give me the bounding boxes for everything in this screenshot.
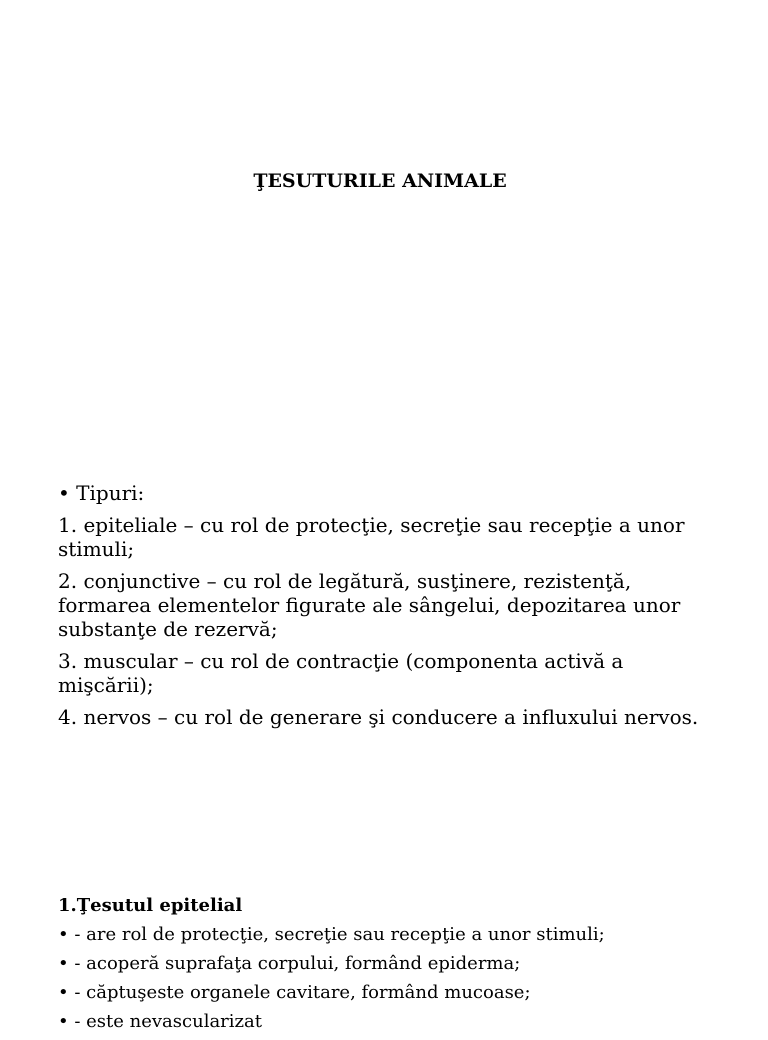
list-item: • - căptuşeste organele cavitare, formând mucoase; [58, 982, 531, 1003]
page-title: ŢESUTURILE ANIMALE [253, 170, 507, 192]
type-item-muscular: 3. muscular – cu rol de contracţie (componenta activă a mişcării); [58, 649, 624, 697]
list-item: • - are rol de protecţie, secreţie sau recepţie a unor stimuli; [58, 924, 605, 945]
section-epithelial-tissue [58, 895, 738, 1040]
list-item: • - acoperă suprafaţa corpului, formând epiderma; [58, 953, 521, 974]
types-heading: • Tipuri: [58, 481, 145, 505]
section-heading: 1.Ţesutul epitelial [58, 895, 243, 916]
list-item: • - este nevascularizat [58, 1011, 262, 1032]
type-item-nervous: 4. nervos – cu rol de generare şi conducere a influxului nervos. [58, 705, 699, 729]
type-item-epithelial: 1. epiteliale – cu rol de protecţie, secreţie sau recepţie a unor stimuli; [58, 513, 685, 561]
types-list [58, 481, 718, 737]
type-item-connective: 2. conjunctive – cu rol de legătură, susţinere, rezistenţă, formarea elementelor figurate ale sângelui, depozitarea unor substanţe de rezervă; [58, 569, 681, 641]
